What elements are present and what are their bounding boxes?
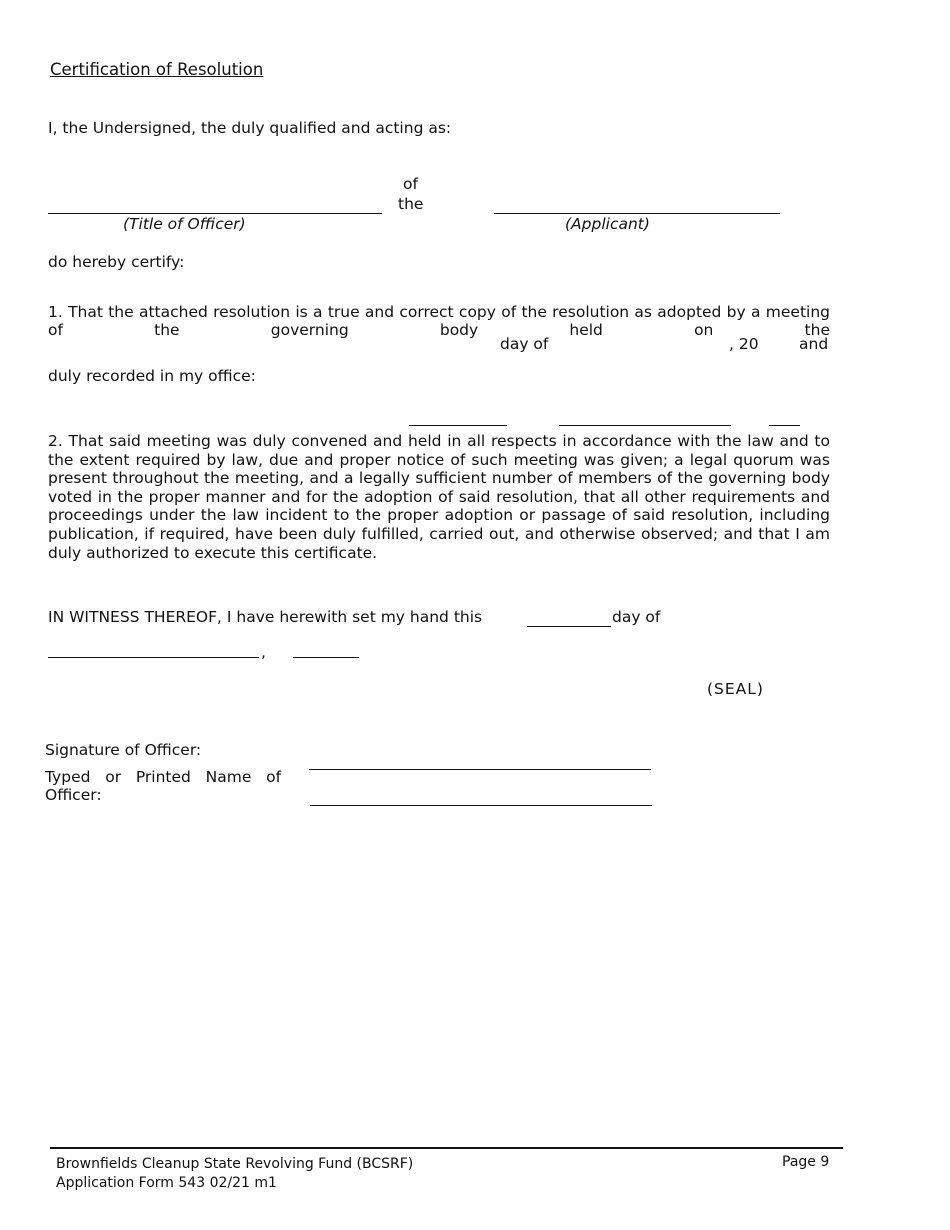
certify-text: do hereby certify: [48,253,185,271]
typed-name-label-line2: Officer: [45,786,102,804]
title-of-officer-line[interactable] [48,213,382,214]
witness-comma: , [261,643,266,661]
meeting-day-line[interactable] [409,425,507,426]
item1-and: and [799,335,829,353]
witness-text: IN WITNESS THEREOF, I have herewith set my hand this [48,608,483,626]
meeting-month-line[interactable] [559,425,731,426]
footer-line2: Application Form 543 02/21 m1 [56,1175,277,1191]
witness-month-line[interactable] [48,657,259,658]
seal-label: (SEAL) [707,680,764,698]
witness-day-of: day of [612,608,661,626]
page-number: Page 9 [782,1154,830,1170]
title-of-officer-label: (Title of Officer) [123,215,246,233]
item1-line3: duly recorded in my office: [48,367,256,385]
meeting-year-line[interactable] [769,425,800,426]
signature-line[interactable] [309,769,651,770]
footer-divider [50,1147,843,1149]
the-text: the [398,195,424,213]
item1-year-prefix: , 20 [729,335,759,353]
intro-text: I, the Undersigned, the duly qualified and acting as: [48,119,452,137]
item2-paragraph: 2. That said meeting was duly convened and held in all respects in accordance with the law and to the extent required by law, due and proper notice of such meeting was given; a legal quorum was present throughout the meeting, and a legally sufficient number of members of the governing body voted in the proper manner and for the adoption of said resolution, that all other requirements and proceedings under the law incident to the proper adoption or passage of said resolution, including publication, if required, have been duly fulfilled, carried out, and otherwise observed; and that I am duly authorized to execute this certificate. [48,432,830,562]
applicant-line[interactable] [494,213,780,214]
typed-name-label-line1: Typed or Printed Name of [45,768,282,786]
typed-name-line[interactable] [310,805,652,806]
item1-day-of: day of [500,335,549,353]
of-text: of [403,175,418,193]
signature-label: Signature of Officer: [45,741,202,759]
witness-day-line[interactable] [527,626,611,627]
footer-line1: Brownfields Cleanup State Revolving Fund (BCSRF) [56,1156,414,1172]
witness-year-line[interactable] [293,657,359,658]
page-title: Certification of Resolution [50,60,264,79]
item1-line1: 1. That the attached resolution is a true and correct copy of the resolution as adopted by a meeting of the governing body held on the [48,303,830,339]
applicant-label: (Applicant) [565,215,650,233]
